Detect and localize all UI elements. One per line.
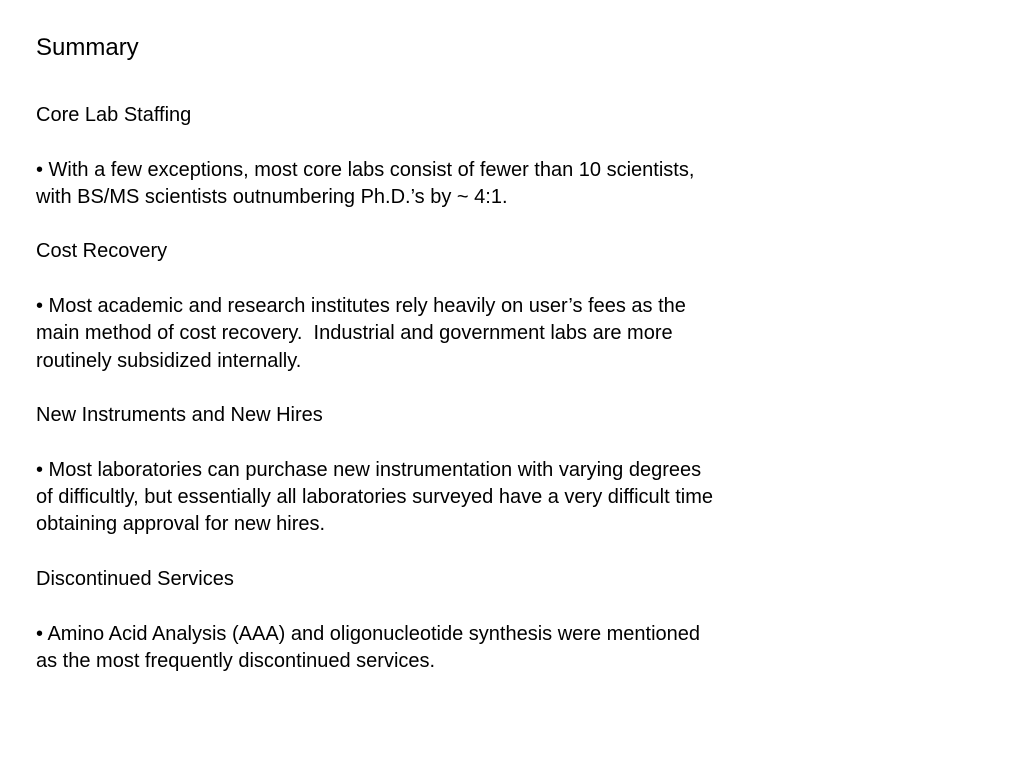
- section-heading: Discontinued Services: [36, 568, 234, 591]
- bullet-line: routinely subsidized internally.: [36, 349, 302, 372]
- bullet-line: obtaining approval for new hires.: [36, 513, 326, 536]
- bullet-line: with BS/MS scientists outnumbering Ph.D.’s by ~ 4:1.: [36, 185, 508, 208]
- bullet-text: [36, 621, 826, 676]
- bullet-line: • With a few exceptions, most core labs consist of fewer than 10 scientists,: [36, 158, 695, 181]
- section-heading: New Instruments and New Hires: [36, 404, 323, 427]
- section-cost-recovery: [36, 238, 826, 374]
- bullet-line: as the most frequently discontinued services.: [36, 649, 436, 672]
- slide-body: [36, 102, 826, 675]
- bullet-line: main method of cost recovery. Industrial and government labs are more: [36, 322, 673, 345]
- section-core-lab-staffing: [36, 102, 826, 211]
- bullet-text: [36, 293, 826, 375]
- bullet-line: • Most academic and research institutes rely heavily on user’s fees as the: [36, 295, 686, 318]
- section-heading: Cost Recovery: [36, 240, 168, 263]
- section-new-instruments-and-new-hires: [36, 402, 826, 538]
- bullet-text: [36, 157, 826, 212]
- section-discontinued-services: [36, 566, 826, 675]
- section-heading: Core Lab Staffing: [36, 104, 192, 126]
- bullet-line: • Amino Acid Analysis (AAA) and oligonucleotide synthesis were mentioned: [36, 622, 701, 645]
- bullet-line: of difficultly, but essentially all laboratories surveyed have a very difficult time: [36, 486, 713, 509]
- slide-title: Summary: [36, 34, 139, 61]
- bullet-text: [36, 457, 826, 539]
- bullet-line: • Most laboratories can purchase new instrumentation with varying degrees: [36, 458, 702, 481]
